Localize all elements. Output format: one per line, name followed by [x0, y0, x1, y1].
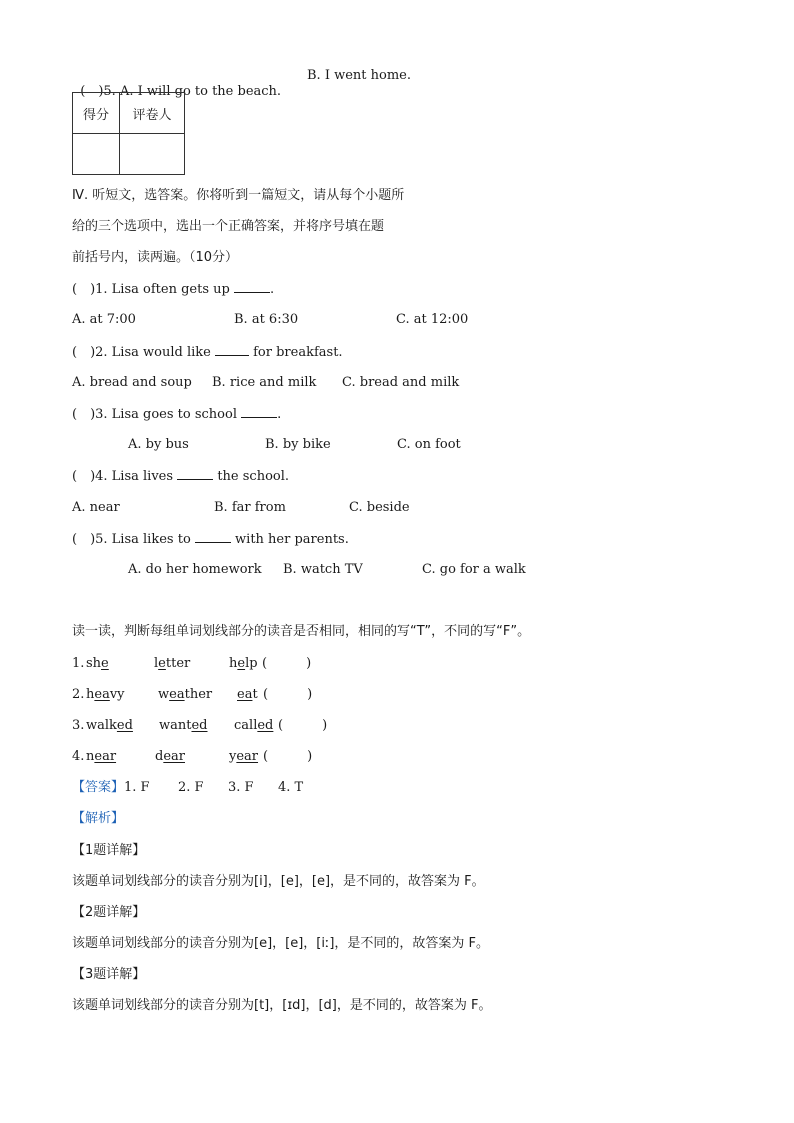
answer-blank [234, 281, 270, 293]
answer-1: 1. F [124, 780, 150, 795]
score-table [72, 92, 185, 175]
question-5-option-a: A. do her homework [128, 562, 262, 577]
phonics-word: wanted [159, 718, 208, 733]
prev-option-a: A. I will go to the beach. [119, 84, 282, 99]
question-5-option-b: B. watch TV [283, 562, 363, 577]
answer-3: 3. F [228, 780, 254, 795]
phonics-word: walked [86, 718, 133, 733]
phonics-group-2-number: 2. [72, 687, 85, 702]
phonics-word: help [229, 656, 258, 671]
phonics-word: year [229, 749, 259, 764]
answer-bracket[interactable]: ( ) [263, 687, 313, 702]
phonics-word: she [86, 656, 109, 671]
grader-cell[interactable] [120, 134, 185, 175]
question-2-option-c: C. bread and milk [342, 375, 460, 390]
question-5-stem: ( )5. Lisa likes to with her parents. [72, 532, 349, 547]
detail-3-label: 【3题详解】 [72, 967, 146, 982]
question-2-stem: ( )2. Lisa would like for breakfast. [72, 345, 343, 360]
question-4-stem: ( )4. Lisa lives the school. [72, 469, 290, 484]
phonics-word: called [234, 718, 274, 733]
question-1-option-b: B. at 6:30 [234, 312, 299, 327]
question-2-option-a: A. bread and soup [72, 375, 192, 390]
phonics-group-4-number: 4. [72, 749, 85, 764]
question-2-option-b: B. rice and milk [212, 375, 317, 390]
answer-blank [195, 531, 231, 543]
phonics-word: eat [237, 687, 258, 702]
detail-2-label: 【2题详解】 [72, 905, 146, 920]
question-3-option-c: C. on foot [397, 437, 461, 452]
detail-3-text: 该题单词划线部分的读音分别为[t]，[ɪd]，[d]，是不同的，故答案为 F。 [72, 998, 492, 1013]
phonics-word: dear [155, 749, 185, 764]
analysis-label: 【解析】 [72, 811, 125, 826]
answer-blank [241, 406, 277, 418]
question-1-option-a: A. at 7:00 [72, 312, 136, 327]
phonics-word: weather [158, 687, 213, 702]
score-cell[interactable] [73, 134, 120, 175]
section4-line1: Ⅳ. 听短文，选答案。你将听到一篇短文，请从每个小题所 [72, 188, 405, 203]
answer-blank [215, 344, 249, 356]
question-3-option-b: B. by bike [265, 437, 331, 452]
question-4-option-a: A. near [72, 500, 120, 515]
question-4-option-b: B. far from [214, 500, 286, 515]
prev-question-number: ( )5. [80, 84, 116, 99]
phonics-word: heavy [86, 687, 125, 702]
section4-line2: 给的三个选项中，选出一个正确答案，并将序号填在题 [72, 219, 385, 234]
question-5-option-c: C. go for a walk [422, 562, 526, 577]
phonics-group-3-number: 3. [72, 718, 85, 733]
answer-bracket[interactable]: ( ) [263, 749, 313, 764]
question-1-stem: ( )1. Lisa often gets up . [72, 282, 275, 297]
question-3-stem: ( )3. Lisa goes to school . [72, 407, 282, 422]
phonics-instruction: 读一读，判断每组单词划线部分的读音是否相同，相同的写“T”，不同的写“F”。 [72, 624, 531, 639]
phonics-word: near [86, 749, 117, 764]
grader-header: 评卷人 [120, 93, 185, 134]
answer-bracket[interactable]: ( ) [278, 718, 328, 733]
section4-line3: 前括号内，读两遍。（10分） [72, 250, 239, 265]
detail-2-text: 该题单词划线部分的读音分别为[e]，[e]，[iː]，是不同的，故答案为 F。 [72, 936, 490, 951]
phonics-word: letter [154, 656, 191, 671]
answer-2: 2. F [178, 780, 204, 795]
score-header: 得分 [73, 93, 120, 134]
answer-label: 【答案】 [72, 780, 125, 795]
detail-1-text: 该题单词划线部分的读音分别为[i]，[e]，[e]，是不同的，故答案为 F。 [72, 874, 485, 889]
answer-bracket[interactable]: ( ) [262, 656, 312, 671]
answer-blank [177, 468, 213, 480]
question-4-option-c: C. beside [349, 500, 410, 515]
answer-4: 4. T [278, 780, 304, 795]
answer-row [72, 780, 150, 796]
detail-1-label: 【1题详解】 [72, 843, 146, 858]
question-3-option-a: A. by bus [128, 437, 189, 452]
phonics-group-1-number: 1. [72, 656, 85, 671]
question-1-option-c: C. at 12:00 [396, 312, 469, 327]
prev-option-b: B. I went home. [307, 68, 411, 83]
